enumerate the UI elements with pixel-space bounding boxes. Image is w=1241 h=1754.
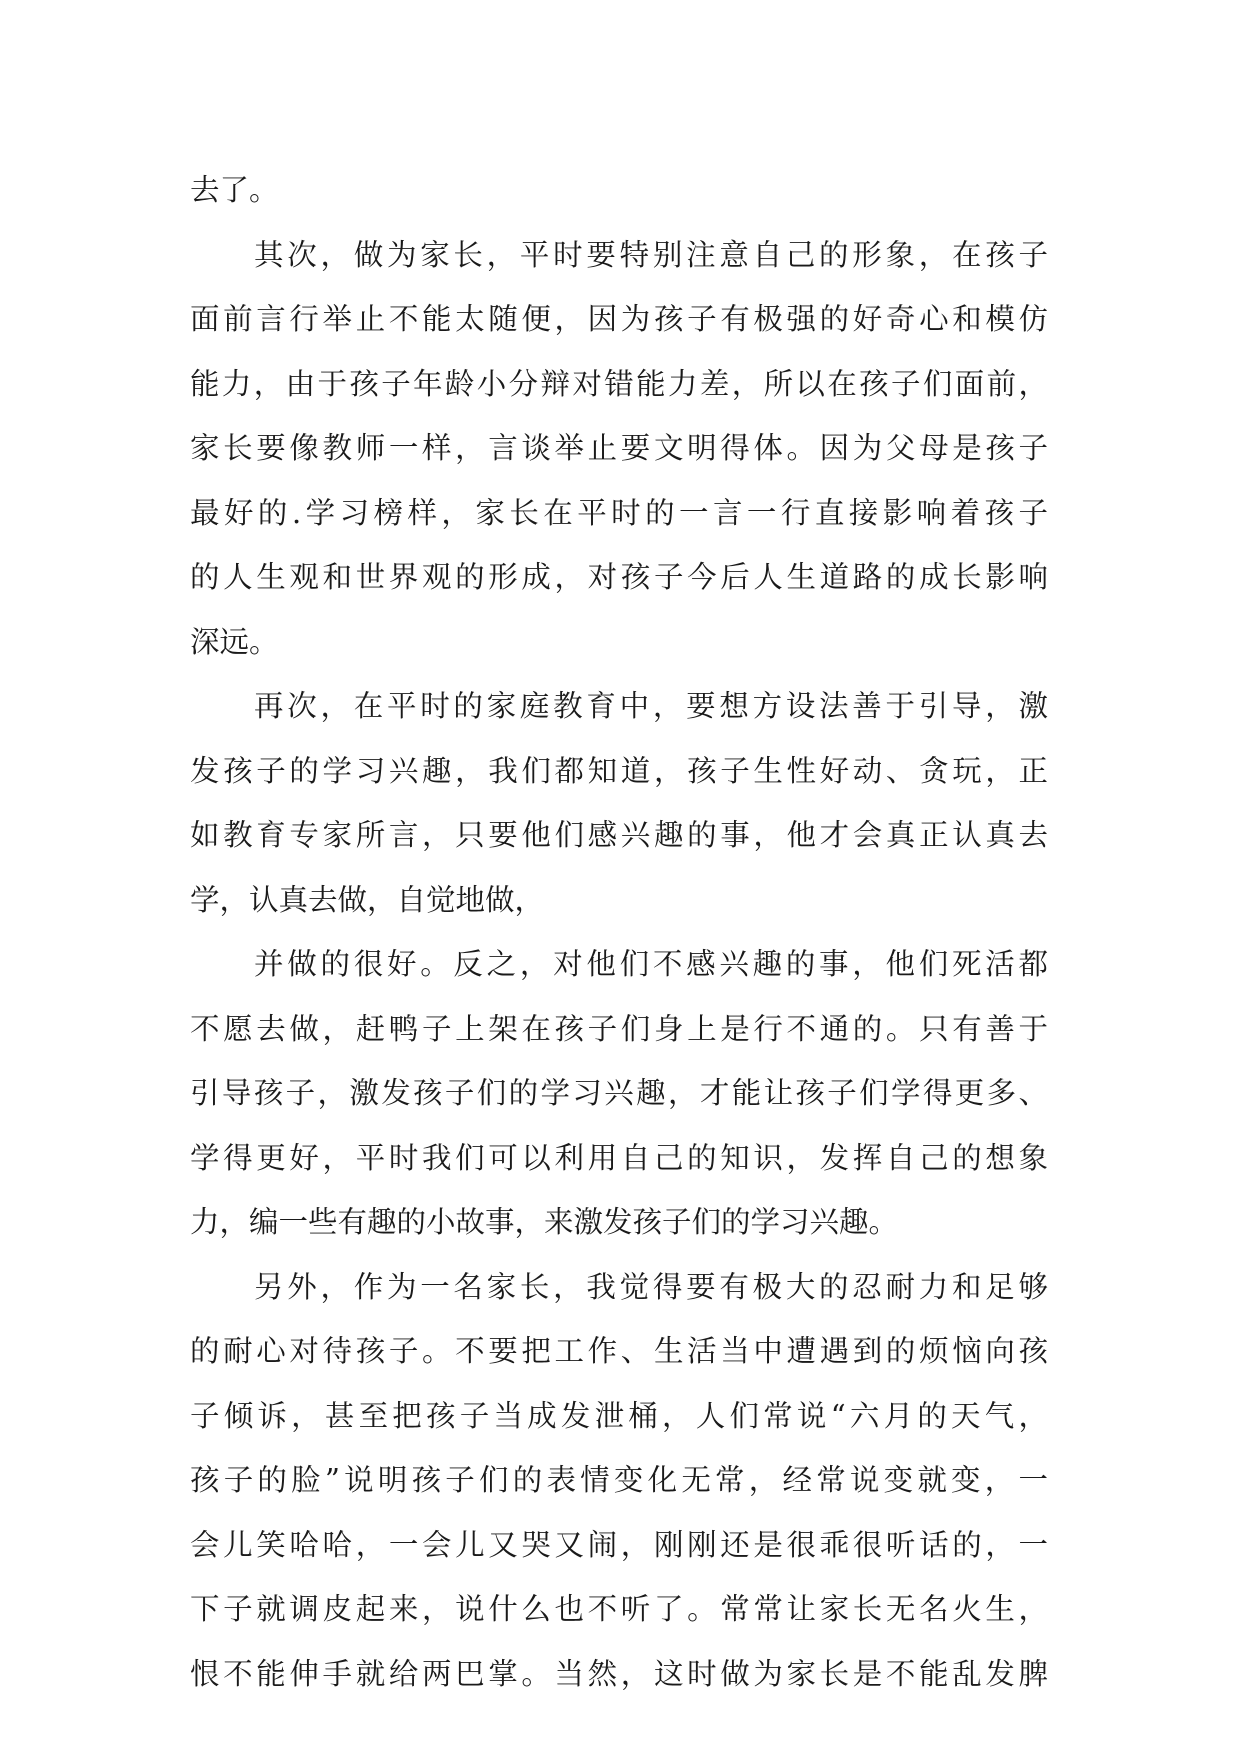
text-line: 不愿去做，赶鸭子上架在孩子们身上是行不通的。只有善于 xyxy=(190,1011,1048,1046)
text-line: 再次，在平时的家庭教育中，要想方设法善于引导，激 xyxy=(254,689,1048,723)
text-line: 家长要像教师一样，言谈举止要文明得体。因为父母是孩子 xyxy=(190,431,1048,465)
text-line: 去了。 xyxy=(190,173,279,207)
text-line: 学，认真去做，自觉地做， xyxy=(190,882,545,917)
text-line: 孩子的脸”说明孩子们的表情变化无常，经常说变就变，一 xyxy=(190,1463,1048,1497)
text-line: 能力，由于孩子年龄小分辩对错能力差，所以在孩子们面前， xyxy=(190,366,1048,401)
text-line: 的人生观和世界观的形成，对孩子今后人生道路的成长影响 xyxy=(190,560,1048,594)
text-line: 另外，作为一名家长，我觉得要有极大的忍耐力和足够 xyxy=(254,1269,1048,1304)
text-line: 力，编一些有趣的小故事，来激发孩子们的学习兴趣。 xyxy=(190,1205,899,1239)
text-line: 发孩子的学习兴趣，我们都知道，孩子生性好动、贪玩，正 xyxy=(190,753,1048,788)
document-page xyxy=(190,158,1048,1706)
text-line: 最好的.学习榜样，家长在平时的一言一行直接影响着孩子 xyxy=(190,495,1048,530)
text-line: 如教育专家所言，只要他们感兴趣的事，他才会真正认真去 xyxy=(190,818,1048,852)
text-line: 下子就调皮起来，说什么也不听了。常常让家长无名火生， xyxy=(190,1592,1048,1626)
text-line: 面前言行举止不能太随便，因为孩子有极强的好奇心和模仿 xyxy=(190,302,1048,336)
text-line: 的耐心对待孩子。不要把工作、生活当中遭遇到的烦恼向孩 xyxy=(190,1334,1048,1368)
text-line: 其次，做为家长，平时要特别注意自己的形象，在孩子 xyxy=(254,237,1048,272)
text-line: 深远。 xyxy=(190,624,279,659)
text-line: 子倾诉，甚至把孩子当成发泄桶，人们常说“六月的天气， xyxy=(190,1398,1048,1433)
text-line: 并做的很好。反之，对他们不感兴趣的事，他们死活都 xyxy=(254,947,1048,981)
text-line: 学得更好，平时我们可以利用自己的知识，发挥自己的想象 xyxy=(190,1140,1048,1175)
text-line: 会儿笑哈哈，一会儿又哭又闹，刚刚还是很乖很听话的，一 xyxy=(190,1527,1048,1562)
text-line: 恨不能伸手就给两巴掌。当然，这时做为家长是不能乱发脾 xyxy=(190,1656,1048,1691)
text-line: 引导孩子，激发孩子们的学习兴趣，才能让孩子们学得更多、 xyxy=(190,1076,1048,1110)
